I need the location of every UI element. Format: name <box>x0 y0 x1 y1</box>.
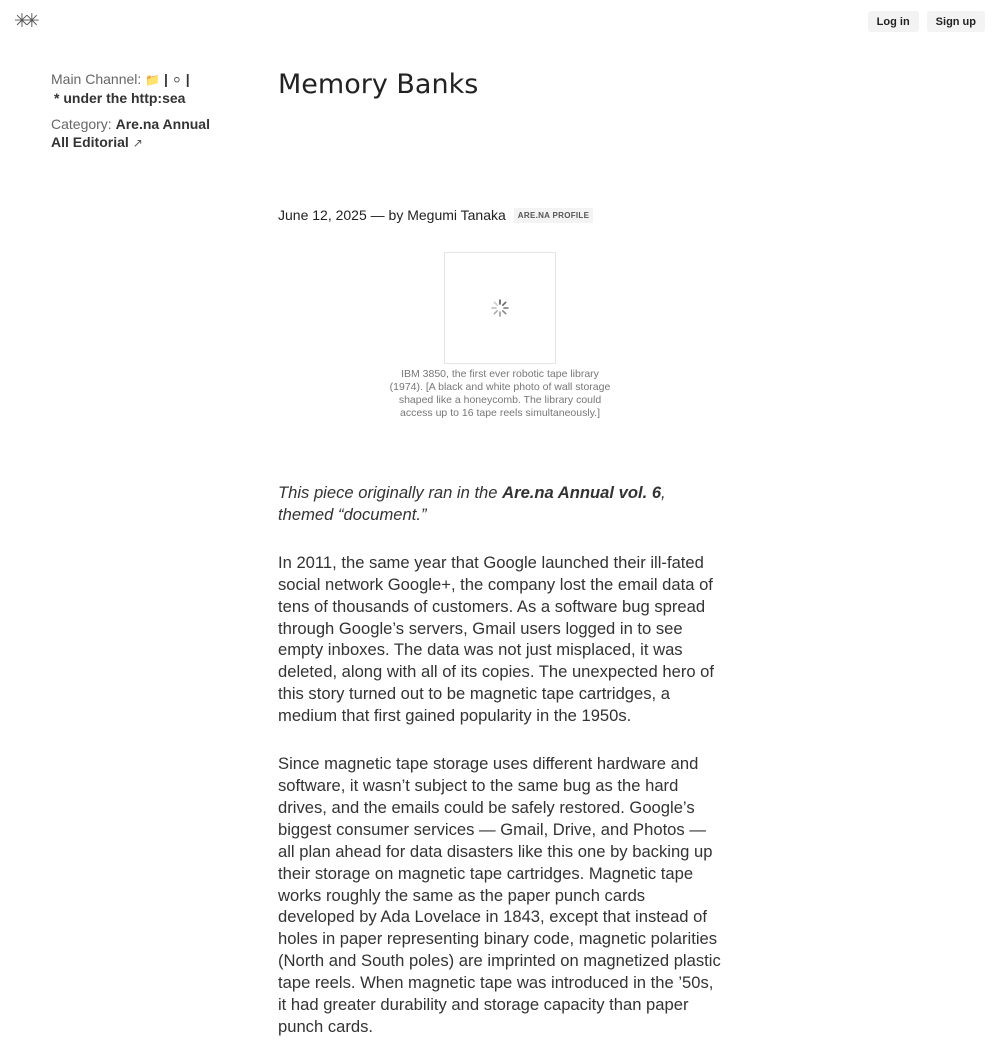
image-placeholder <box>444 252 556 364</box>
page-title: Memory Banks <box>278 69 479 100</box>
signup-button[interactable]: Sign up <box>927 11 985 32</box>
byline <box>278 207 593 223</box>
folder-icon: 📁 <box>145 73 161 87</box>
category-link[interactable]: Are.na Annual <box>115 116 210 132</box>
arena-logo-icon[interactable]: ✳✳ <box>14 10 34 32</box>
login-button[interactable]: Log in <box>868 11 919 32</box>
article-body <box>278 482 723 1064</box>
intro-paragraph <box>278 482 723 526</box>
image-caption: IBM 3850, the first ever robotic tape library (1974). [A black and white photo of wall storage shaped like a honeycomb. The library could access up to 16 tape reels simultaneously.] <box>389 368 611 419</box>
body-paragraph: In 2011, the same year that Google launched their ill-fated social network Google+, the company lost the email data of tens of thousands of customers. As a software bug spread through Google’s servers, Gmail users logged in to see empty inboxes. The data was not just misplaced, it was deleted, along with all of its copies. The unexpected hero of this story turned out to be magnetic tape cartridges, a medium that first gained popularity in the 1950s. <box>278 552 715 726</box>
article-figure <box>389 252 611 420</box>
article <box>278 66 723 1036</box>
annual-link[interactable]: Are.na Annual vol. 6 <box>502 483 662 502</box>
all-editorial-link[interactable] <box>51 134 143 150</box>
category <box>51 115 211 152</box>
publish-date: June 12, 2025 <box>278 207 367 223</box>
main-channel <box>51 70 211 107</box>
body-paragraph: Since magnetic tape storage uses different hardware and software, it wasn’t subject to the same bug as the hard drives, and the emails could be safely restored. Google’s biggest consumer services — Gmail, Drive, and Photos — all plan ahead for data disasters like this one by backing up their storage on magnetic tape cartridges. Magnetic tape works roughly the same as the paper punch cards developed by Ada Lovelace in 1843, except that instead of holes in paper representing binary code, magnetic polarities (North and South poles) are imprinted on magnetized plastic tape reels. When magnetic tape was introduced in the ’50s, it had greater durability and storage capacity than paper punch cards. <box>278 754 721 1036</box>
profile-badge[interactable]: ARE.NA PROFILE <box>514 208 593 223</box>
separator: | <box>185 71 190 87</box>
main-channel-label: Main Channel: <box>51 71 142 87</box>
intro-text-after: , themed “document.” <box>278 483 666 524</box>
author-link[interactable]: Megumi Tanaka <box>407 207 506 223</box>
auth-buttons <box>868 11 985 32</box>
sidebar <box>51 70 211 160</box>
white-circle-icon: ⚪ <box>171 73 182 87</box>
separator: | <box>164 71 168 87</box>
intro-text-before: This piece originally ran in the <box>278 483 503 502</box>
loading-spinner-icon <box>490 298 510 318</box>
all-editorial-label: All Editorial <box>51 134 129 150</box>
external-arrow-icon: ↗ <box>132 136 143 150</box>
main-channel-link[interactable]: * under the http:sea <box>54 90 186 106</box>
category-label: Category: <box>51 116 112 132</box>
byline-by: — by <box>370 207 404 223</box>
